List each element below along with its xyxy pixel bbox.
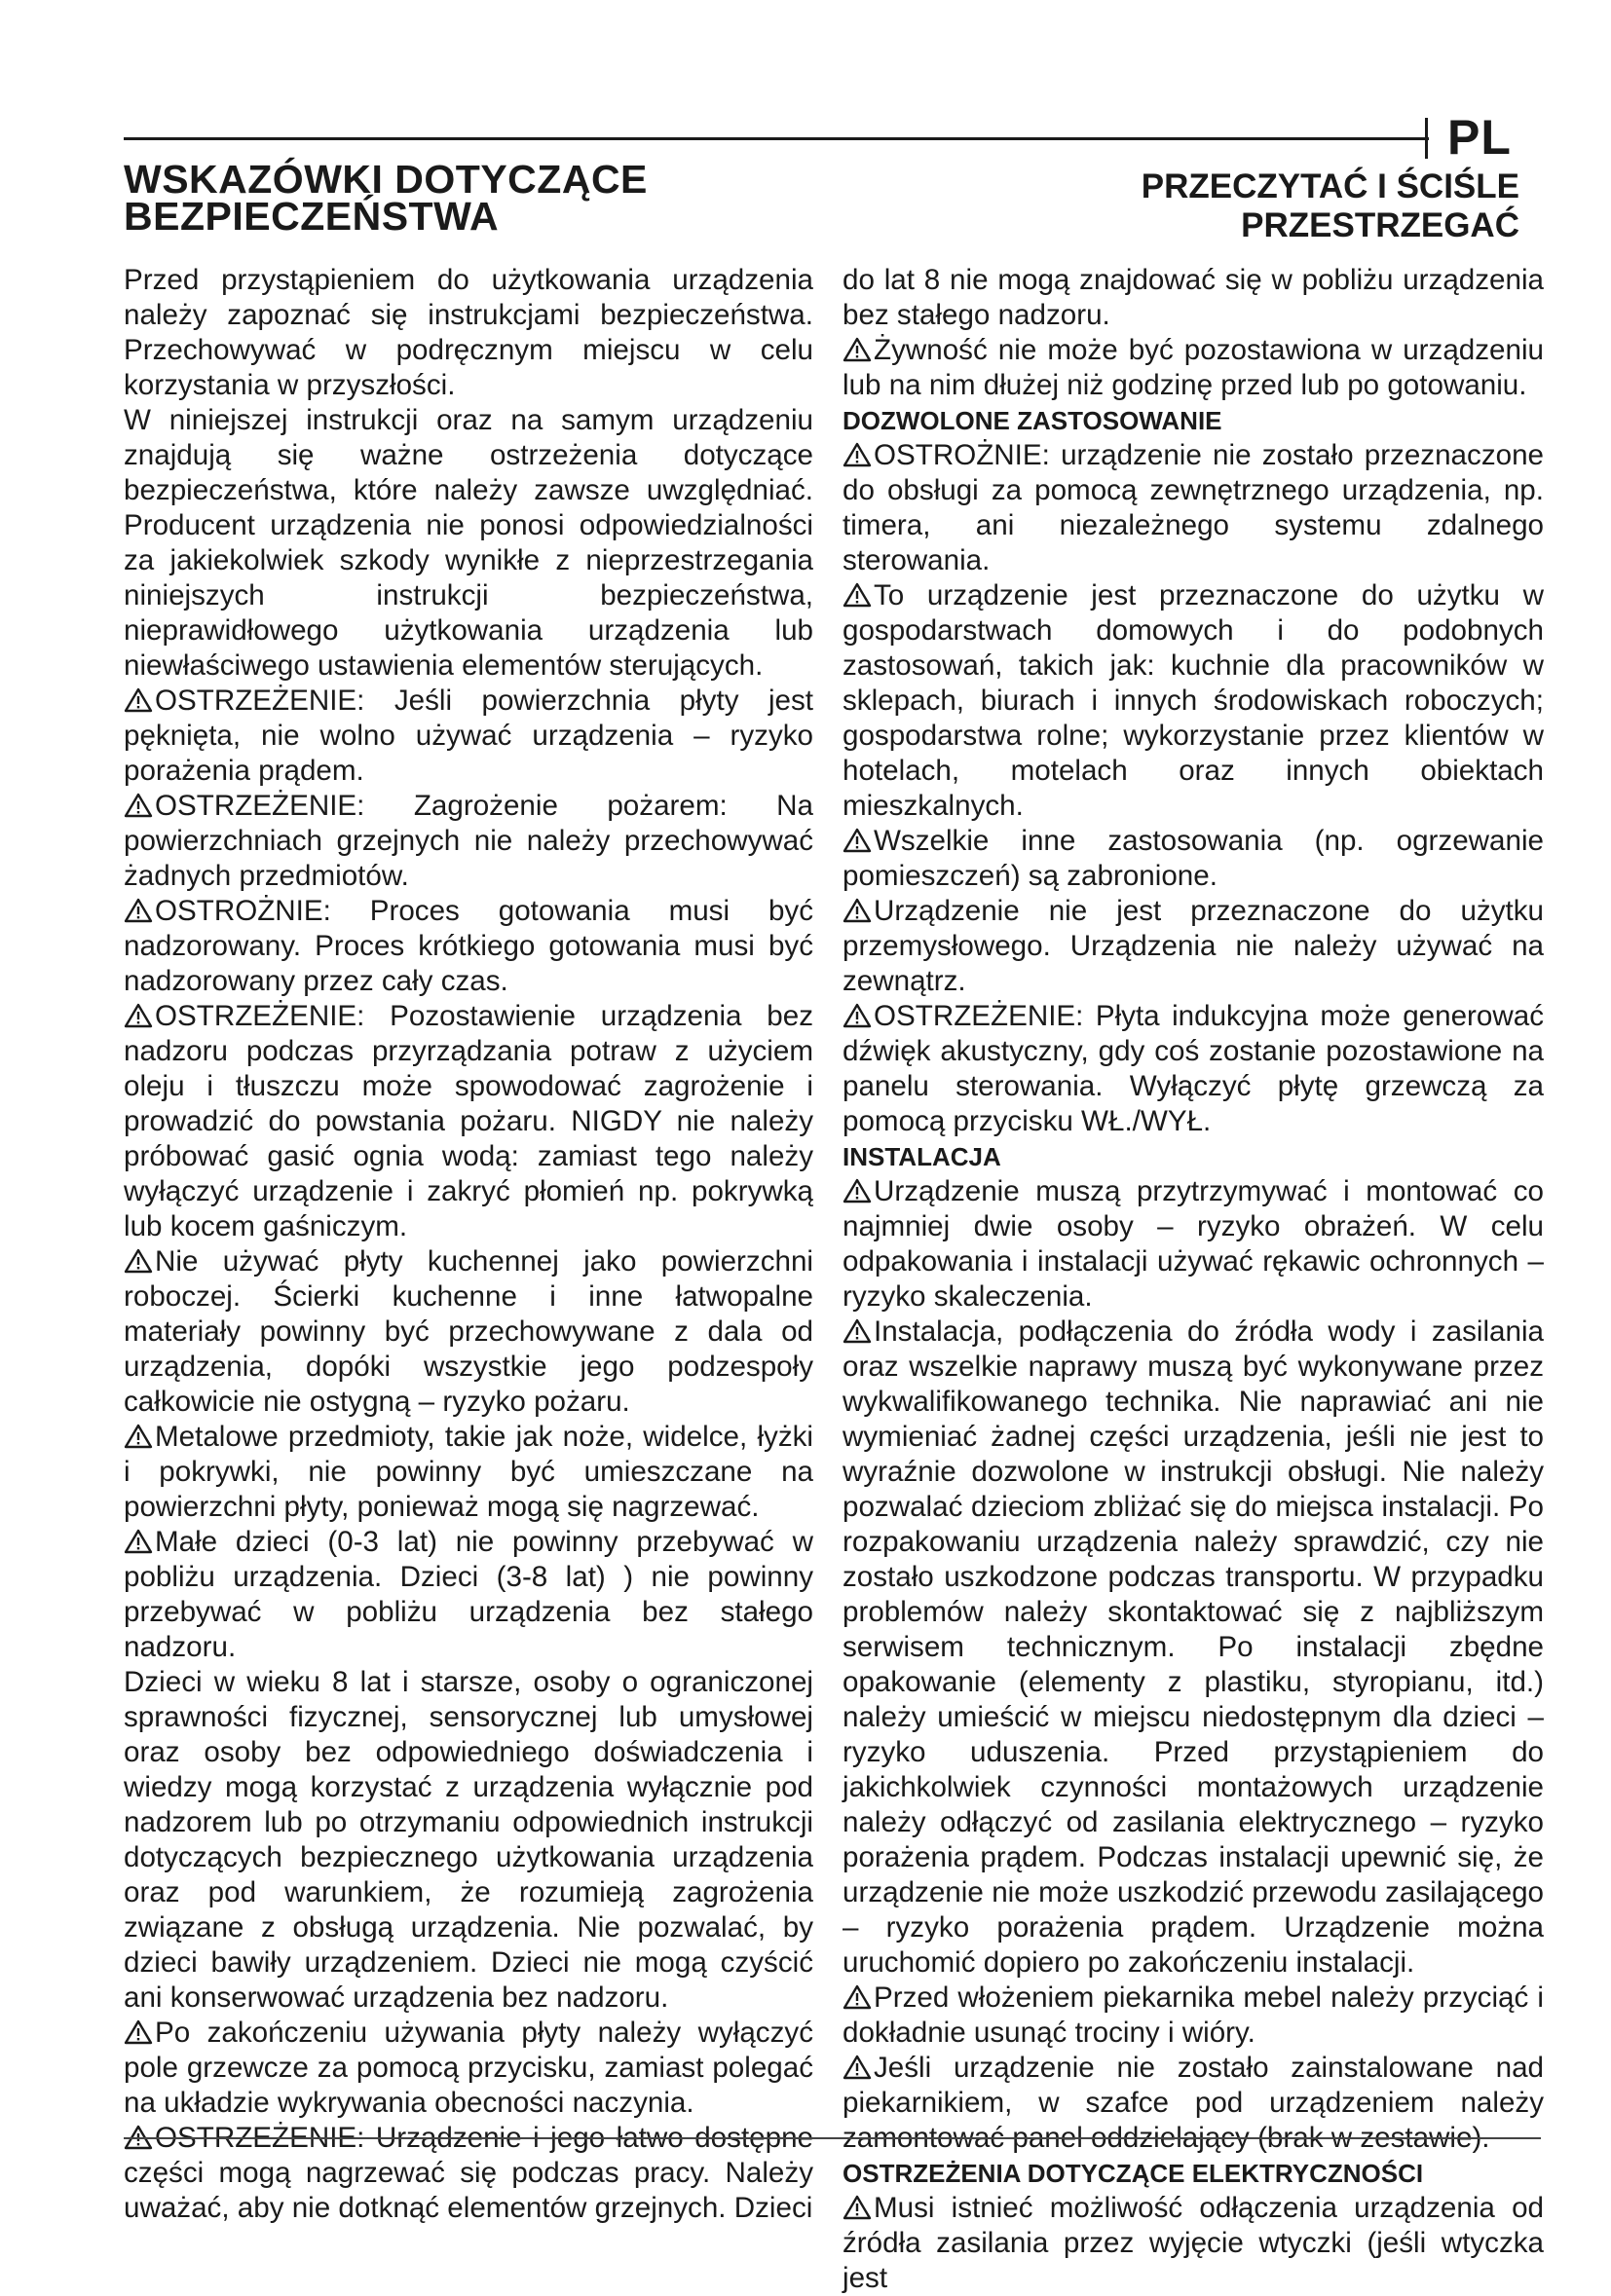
warning-item: OSTRZEŻENIE: Urządzenie i jego łatwo dostępne części mogą nagrzewać się podczas pracy. Należy uważać, aby nie dotknąć elementów grzejnych. Dzieci — [124, 2122, 813, 2224]
paragraph: W niniejszej instrukcji oraz na samym urządzeniu znajdują się ważne ostrzeżenia dotyczące bezpieczeństwa, które należy zawsze uwzględniać. Producent urządzenia nie ponosi odpowiedzialności za jakiekolwiek szkody wynikłe z nieprzestrzegania niniejszych instrukcji bezpieczeństwa, nieprawidłowego użytkowania urządzenia lub niewłaściwego ustawienia elementów sterujących. — [124, 404, 813, 682]
warning-triangle-icon — [843, 1984, 872, 2010]
section-heading: INSTALACJA — [843, 1142, 1001, 1171]
warning-item: OSTRZEŻENIE: Zagrożenie pożarem: Na powierzchniach grzejnych nie należy przechowywać żadnych przedmiotów. — [124, 790, 813, 892]
warning-item: Małe dzieci (0-3 lat) nie powinny przebywać w pobliżu urządzenia. Dzieci (3-8 lat) ) nie powinny przebywać w pobliżu urządzenia bez stałego nadzoru. — [124, 1526, 813, 1663]
warning-item: Musi istnieć możliwość odłączenia urządzenia od źródła zasilania przez wyjęcie wtyczki (jeśli wtyczka jest — [843, 2192, 1544, 2294]
warning-triangle-icon — [124, 687, 153, 713]
section-heading: OSTRZEŻENIA DOTYCZĄCE ELEKTRYCZNOŚCI — [843, 2159, 1424, 2188]
warning-item: Instalacja, podłączenia do źródła wody i zasilania oraz wszelkie naprawy muszą być wykonywane przez wykwalifikowanego technika. Nie naprawiać ani nie wymieniać żadnej części urządzenia, jeśli nie jest to wyraźnie dozwolone w instrukcji obsługi. Nie należy pozwalać dzieciom zbliżać się do miejsca instalacji. Po rozpakowaniu urządzenia należy sprawdzić, czy nie zostało uszkodzone podczas transportu. W przypadku problemów należy skontaktować się z najbliższym serwisem technicznym. Po instalacji zbędne opakowanie (elementy z plastiku, styropianu, itd.) należy umieścić w miejscu niedostępnym dla dzieci – ryzyko uduszenia. Przed przystąpieniem do jakichkolwiek czynności montażowych urządzenie należy odłączyć od zasilania elektrycznego – ryzyko porażenia prądem. Podczas instalacji upewnić się, że urządzenie nie może uszkodzić przewodu zasilającego – ryzyko porażenia prądem. Urządzenie można uruchomić dopiero po zakończeniu instalacji. — [843, 1315, 1544, 1979]
paragraph: Dzieci w wieku 8 lat i starsze, osoby o ograniczonej sprawności fizycznej, sensorycznej lub umysłowej oraz osoby bez odpowiedniego doświadczenia i wiedzy mogą korzystać z urządzenia wyłącznie pod nadzorem lub po otrzymaniu odpowiednich instrukcji dotyczących bezpiecznego użytkowania urządzenia oraz pod warunkiem, że rozumieją zagrożenia związane z obsługą urządzenia. Nie pozwalać, by dzieci bawiły urządzeniem. Dzieci nie mogą czyścić ani konserwować urządzenia bez nadzoru. — [124, 1666, 813, 2014]
page-title-line2: BEZPIECZEŃSTWA — [124, 194, 500, 239]
page-title-line1: WSKAZÓWKI DOTYCZĄCE — [124, 157, 648, 202]
warning-triangle-icon — [124, 2019, 153, 2045]
warning-item: Urządzenie muszą przytrzymywać i montować co najmniej dwie osoby – ryzyko obrażeń. W celu odpakowania i instalacji używać rękawic ochronnych – ryzyko skaleczenia. — [843, 1175, 1544, 1313]
warning-triangle-icon — [843, 1318, 872, 1344]
paragraph: do lat 8 nie mogą znajdować się w pobliżu urządzenia bez stałego nadzoru. — [843, 264, 1544, 331]
warning-item: To urządzenie jest przeznaczone do użytku w gospodarstwach domowych i do podobnych zastosowań, takich jak: kuchnie dla pracowników w sklepach, biurach i innych środowiskach roboczych; gospodarstwa rolne; wykorzystanie przez klientów w hotelach, motelach oraz innych obiektach mieszkalnych. — [843, 579, 1544, 822]
warning-triangle-icon — [124, 1003, 153, 1028]
warning-item: Nie używać płyty kuchennej jako powierzchni roboczej. Ścierki kuchenne i inne łatwopalne materiały powinny być przechowywane z dala od urządzenia, dopóki wszystkie jego podzespoły całkowicie nie ostygną – ryzyko pożaru. — [124, 1245, 813, 1418]
warning-item: OSTROŻNIE: Proces gotowania musi być nadzorowany. Proces krótkiego gotowania musi być nadzorowany przez cały czas. — [124, 895, 813, 997]
warning-triangle-icon — [843, 828, 872, 853]
warning-item: Po zakończeniu używania płyty należy wyłączyć pole grzewcze za pomocą przycisku, zamiast polegać na układzie wykrywania obecności naczynia. — [124, 2017, 813, 2119]
warning-triangle-icon — [843, 2195, 872, 2220]
warning-item: OSTRZEŻENIE: Pozostawienie urządzenia bez nadzoru podczas przyrządzania potraw z użyciem oleju i tłuszczu może spowodować zagrożenie i prowadzić do powstania pożaru. NIGDY nie należy próbować gasić ognia wodą: zamiast tego należy wyłączyć urządzenie i zakryć płomień np. pokrywką lub kocem gaśniczym. — [124, 1000, 813, 1242]
header-rule-cap — [1425, 118, 1428, 159]
warning-triangle-icon — [124, 1248, 153, 1274]
page-title — [124, 157, 825, 239]
warning-triangle-icon — [843, 442, 872, 467]
warning-item: OSTRZEŻENIE: Jeśli powierzchnia płyty jest pęknięta, nie wolno używać urządzenia – ryzyko porażenia prądem. — [124, 685, 813, 787]
warning-item: Jeśli urządzenie nie zostało zainstalowane nad piekarnikiem, w szafce pod urządzeniem należy zamontować panel oddzielający (brak w zestawie). — [843, 2052, 1544, 2154]
warning-item: Metalowe przedmioty, takie jak noże, widelce, łyżki i pokrywki, nie powinny być umieszczane na powierzchni płyty, ponieważ mogą się nagrzewać. — [124, 1421, 813, 1523]
warning-item: Urządzenie nie jest przeznaczone do użytku przemysłowego. Urządzenia nie należy używać na zewnątrz. — [843, 895, 1544, 997]
warning-triangle-icon — [124, 898, 153, 923]
warning-triangle-icon — [124, 1424, 153, 1449]
warning-item: Żywność nie może być pozostawiona w urządzeniu lub na nim dłużej niż godzinę przed lub po gotowaniu. — [843, 334, 1544, 401]
warning-triangle-icon — [843, 1003, 872, 1028]
warning-item: Przed włożeniem piekarnika mebel należy przyciąć i dokładnie usunąć trociny i wióry. — [843, 1981, 1544, 2049]
warning-triangle-icon — [843, 582, 872, 608]
warning-item: Wszelkie inne zastosowania (np. ogrzewanie pomieszczeń) są zabronione. — [843, 825, 1544, 892]
section-heading: DOZWOLONE ZASTOSOWANIE — [843, 406, 1222, 435]
warning-triangle-icon — [843, 898, 872, 923]
warning-triangle-icon — [124, 1529, 153, 1554]
warning-item: OSTRZEŻENIE: Płyta indukcyjna może generować dźwięk akustyczny, gdy coś zostanie pozostawione na panelu sterowania. Wyłączyć płytę grzewczą za pomocą przycisku WŁ./WYŁ. — [843, 1000, 1544, 1137]
warning-triangle-icon — [843, 1178, 872, 1204]
left-column — [124, 263, 813, 2224]
header-rule — [124, 137, 1429, 140]
language-code: PL — [1447, 110, 1512, 165]
footer-rule — [124, 2137, 1541, 2139]
paragraph: Przed przystąpieniem do użytkowania urządzenia należy zapoznać się instrukcjami bezpieczeństwa. Przechowywać w podręcznym miejscu w celu korzystania w przyszłości. — [124, 264, 813, 401]
right-column — [843, 263, 1544, 2294]
warning-triangle-icon — [843, 2055, 872, 2080]
warning-item: OSTROŻNIE: urządzenie nie zostało przeznaczone do obsługi za pomocą zewnętrznego urządzenia, np. timera, ani niezależnego systemu zdalnego sterowania. — [843, 439, 1544, 576]
page-subtitle: PRZECZYTAĆ I ŚCIŚLE PRZESTRZEGAĆ — [1141, 167, 1519, 244]
warning-triangle-icon — [124, 793, 153, 818]
warning-triangle-icon — [843, 337, 872, 362]
